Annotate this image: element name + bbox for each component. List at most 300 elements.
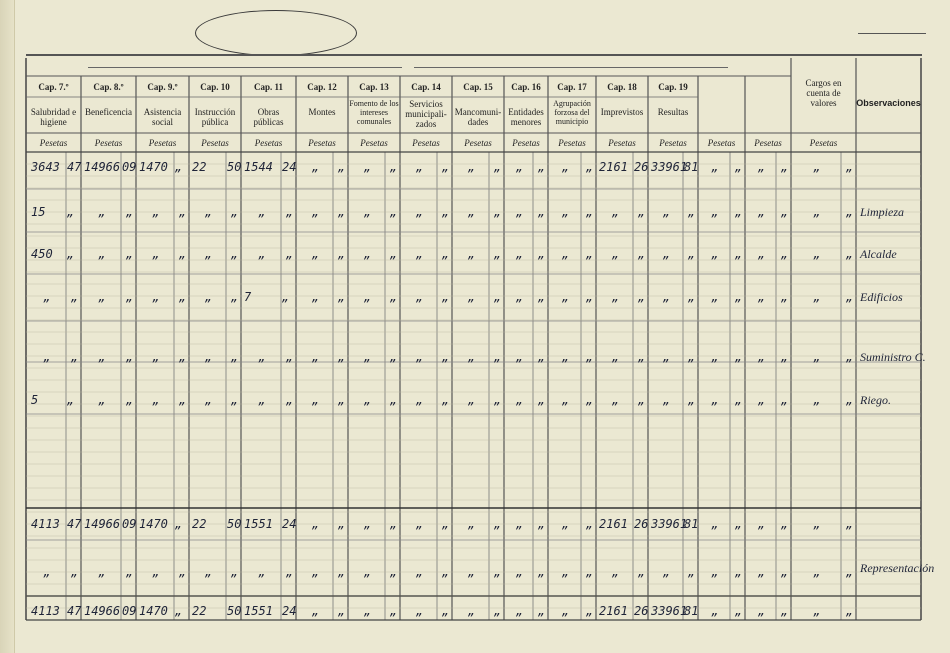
- ditto-mark: „: [688, 290, 696, 304]
- observacion-r3: Alcalde: [860, 247, 897, 261]
- ditto-mark: „: [638, 290, 646, 304]
- ditto-mark: „: [813, 160, 821, 174]
- ditto-mark: „: [813, 350, 821, 364]
- entry-t3-col3: 1470: [139, 604, 168, 618]
- column-title-11: Agrupación forzosa del municipio: [553, 99, 591, 126]
- ditto-mark: „: [338, 205, 346, 219]
- ditto-mark: „: [735, 393, 743, 407]
- column-unit-12: Pesetas: [608, 138, 636, 148]
- ditto-mark: „: [586, 517, 594, 531]
- ditto-mark: „: [663, 247, 671, 261]
- ditto-mark: „: [638, 393, 646, 407]
- ditto-mark: „: [179, 350, 187, 364]
- column-cap-13: Cap. 19: [658, 82, 688, 92]
- ditto-mark: „: [312, 604, 320, 618]
- ditto-mark: „: [390, 604, 398, 618]
- ditto-mark: „: [98, 205, 106, 219]
- ditto-mark: „: [612, 350, 620, 364]
- entry-cents-t3-col12: 26: [634, 604, 649, 618]
- entry-cents-r1-col5: 24: [282, 160, 297, 174]
- entry-cents-t1-col13: 81: [684, 517, 699, 531]
- observaciones-header: Observaciones: [856, 98, 921, 108]
- entry-cents-r1-col1: 47: [67, 160, 82, 174]
- ditto-mark: „: [390, 205, 398, 219]
- ditto-mark: „: [468, 160, 476, 174]
- ditto-mark: „: [813, 565, 821, 579]
- ditto-mark: „: [663, 205, 671, 219]
- ditto-mark: „: [126, 247, 134, 261]
- ditto-mark: „: [562, 160, 570, 174]
- ditto-mark: „: [286, 350, 294, 364]
- ditto-mark: „: [152, 565, 160, 579]
- column-cap-3: Cap. 9.º: [147, 82, 178, 92]
- observacion-r5: Suministro C.: [860, 350, 926, 364]
- ditto-mark: „: [846, 160, 854, 174]
- ditto-mark: „: [390, 290, 398, 304]
- ditto-mark: „: [586, 604, 594, 618]
- column-cap-2: Cap. 8.º: [93, 82, 124, 92]
- entry-cents-r1-col4: 50: [227, 160, 242, 174]
- ditto-mark: „: [98, 290, 106, 304]
- ditto-mark: „: [442, 160, 450, 174]
- ditto-mark: „: [338, 604, 346, 618]
- ditto-mark: „: [494, 565, 502, 579]
- ditto-mark: „: [416, 205, 424, 219]
- entry-cents-r1-col3: „: [175, 160, 183, 174]
- ditto-mark: „: [538, 565, 546, 579]
- column-cap-8: Cap. 14: [411, 82, 441, 92]
- ditto-mark: „: [538, 290, 546, 304]
- ditto-mark: „: [179, 290, 187, 304]
- entry-cents-t3-col5: 24: [282, 604, 297, 618]
- ditto-mark: „: [205, 205, 213, 219]
- ditto-mark: „: [98, 350, 106, 364]
- ditto-mark: „: [364, 205, 372, 219]
- ditto-mark: „: [758, 205, 766, 219]
- ditto-mark: „: [562, 393, 570, 407]
- column-unit-6: Pesetas: [308, 138, 336, 148]
- ditto-mark: „: [813, 517, 821, 531]
- column-cap-6: Cap. 12: [307, 82, 337, 92]
- ditto-mark: „: [813, 290, 821, 304]
- ditto-mark: „: [735, 350, 743, 364]
- column-unit-9: Pesetas: [464, 138, 492, 148]
- ditto-mark: „: [538, 393, 546, 407]
- ditto-mark: „: [562, 517, 570, 531]
- ditto-mark: „: [152, 247, 160, 261]
- ditto-mark: „: [152, 205, 160, 219]
- ditto-mark: „: [813, 247, 821, 261]
- column-unit-3: Pesetas: [148, 138, 177, 148]
- ditto-mark: „: [638, 247, 646, 261]
- ditto-mark: „: [126, 290, 134, 304]
- ditto-mark: „: [638, 350, 646, 364]
- ditto-mark: „: [538, 247, 546, 261]
- ditto-mark: „: [442, 290, 450, 304]
- ditto-mark: „: [468, 517, 476, 531]
- ditto-mark: „: [781, 393, 789, 407]
- entry-t1-col13: 33961: [651, 517, 688, 531]
- entry-cents-r4-col5: „: [282, 290, 290, 304]
- column-cap-11: Cap. 17: [557, 82, 587, 92]
- ditto-mark: „: [538, 517, 546, 531]
- ditto-mark: „: [586, 160, 594, 174]
- column-title-5: Obras públicas: [253, 107, 284, 127]
- ditto-mark: „: [813, 604, 821, 618]
- entry-cents-t3-col3: „: [175, 604, 183, 618]
- ditto-mark: „: [468, 350, 476, 364]
- entry-cents-t1-col1: 47: [67, 517, 82, 531]
- ditto-mark: „: [416, 290, 424, 304]
- column-title-13: Resultas: [657, 107, 689, 117]
- ditto-mark: „: [538, 604, 546, 618]
- ditto-mark: „: [338, 350, 346, 364]
- ditto-mark: „: [516, 604, 524, 618]
- ditto-mark: „: [562, 350, 570, 364]
- ditto-mark: „: [516, 393, 524, 407]
- ditto-mark: „: [258, 565, 266, 579]
- ditto-mark: „: [711, 160, 719, 174]
- ditto-mark: „: [468, 565, 476, 579]
- entry-cents-r3-col1: „: [67, 247, 75, 261]
- column-cap-1: Cap. 7.º: [38, 82, 69, 92]
- ditto-mark: „: [231, 290, 239, 304]
- ditto-mark: „: [126, 565, 134, 579]
- ditto-mark: „: [231, 565, 239, 579]
- column-title-4: Instrucción pública: [194, 107, 236, 127]
- ditto-mark: „: [758, 565, 766, 579]
- ditto-mark: „: [442, 350, 450, 364]
- ditto-mark: „: [711, 350, 719, 364]
- ditto-mark: „: [758, 290, 766, 304]
- ditto-mark: „: [390, 160, 398, 174]
- ditto-mark: „: [126, 393, 134, 407]
- entry-cents-r1-col13: 81: [684, 160, 699, 174]
- entry-cents-t3-col4: 50: [227, 604, 242, 618]
- ditto-mark: „: [494, 604, 502, 618]
- entry-cents-t1-col3: „: [175, 517, 183, 531]
- ditto-mark: „: [416, 393, 424, 407]
- entry-t1-col5: 1551: [244, 517, 273, 531]
- ditto-mark: „: [538, 160, 546, 174]
- column-unit-4: Pesetas: [201, 138, 229, 148]
- column-unit-13: Pesetas: [659, 138, 687, 148]
- ditto-mark: „: [205, 393, 213, 407]
- ditto-mark: „: [152, 393, 160, 407]
- ditto-mark: „: [516, 350, 524, 364]
- ditto-mark: „: [781, 517, 789, 531]
- ditto-mark: „: [562, 604, 570, 618]
- ditto-mark: „: [416, 565, 424, 579]
- ditto-mark: „: [562, 290, 570, 304]
- ditto-mark: „: [663, 290, 671, 304]
- ditto-mark: „: [231, 393, 239, 407]
- ditto-mark: „: [71, 565, 79, 579]
- column-title-3: Asistencia social: [143, 107, 182, 127]
- ditto-mark: „: [442, 604, 450, 618]
- ditto-mark: „: [781, 565, 789, 579]
- entry-cents-t1-col4: 50: [227, 517, 242, 531]
- ditto-mark: „: [688, 205, 696, 219]
- column-unit-15: Pesetas: [754, 138, 782, 148]
- ditto-mark: „: [179, 565, 187, 579]
- ditto-mark: „: [126, 350, 134, 364]
- entry-t3-col4: 22: [192, 604, 207, 618]
- ditto-mark: „: [364, 247, 372, 261]
- entry-r1-col4: 22: [192, 160, 207, 174]
- ditto-mark: „: [416, 517, 424, 531]
- ditto-mark: „: [416, 350, 424, 364]
- banner-text: [402, 61, 414, 72]
- ditto-mark: „: [612, 565, 620, 579]
- ditto-mark: „: [516, 517, 524, 531]
- ditto-mark: „: [586, 247, 594, 261]
- column-cap-5: Cap. 11: [253, 82, 283, 92]
- ditto-mark: „: [338, 517, 346, 531]
- ditto-mark: „: [586, 565, 594, 579]
- ditto-mark: „: [152, 290, 160, 304]
- entry-cents-t3-col2: 09: [122, 604, 137, 618]
- ditto-mark: „: [663, 565, 671, 579]
- ditto-mark: „: [338, 565, 346, 579]
- entry-r1-col5: 1544: [244, 160, 273, 174]
- ditto-mark: „: [846, 393, 854, 407]
- ditto-mark: „: [364, 565, 372, 579]
- ditto-mark: „: [711, 247, 719, 261]
- ditto-mark: „: [258, 247, 266, 261]
- ditto-mark: „: [364, 517, 372, 531]
- ditto-mark: „: [612, 393, 620, 407]
- ditto-mark: „: [152, 350, 160, 364]
- ditto-mark: „: [758, 604, 766, 618]
- ditto-mark: „: [468, 604, 476, 618]
- ditto-mark: „: [286, 393, 294, 407]
- entry-r1-col13: 33961: [651, 160, 688, 174]
- ditto-mark: „: [688, 565, 696, 579]
- ditto-mark: „: [390, 247, 398, 261]
- column-unit-11: Pesetas: [558, 138, 586, 148]
- ditto-mark: „: [846, 290, 854, 304]
- entry-r1-col3: 1470: [139, 160, 168, 174]
- entry-cents-r6-col1: „: [67, 393, 75, 407]
- ditto-mark: „: [312, 290, 320, 304]
- ditto-mark: „: [179, 393, 187, 407]
- ditto-mark: „: [846, 205, 854, 219]
- ditto-mark: „: [846, 565, 854, 579]
- ditto-mark: „: [43, 565, 51, 579]
- entry-r1-col12: 2161: [599, 160, 628, 174]
- ditto-mark: „: [688, 350, 696, 364]
- column-title-12: Imprevistos: [600, 107, 644, 117]
- column-title-10: Entidades menores: [508, 107, 544, 127]
- ditto-mark: „: [538, 350, 546, 364]
- ditto-mark: „: [468, 247, 476, 261]
- ditto-mark: „: [312, 160, 320, 174]
- ditto-mark: „: [258, 205, 266, 219]
- ditto-mark: „: [781, 160, 789, 174]
- entry-r6-col1: 5: [31, 393, 39, 407]
- column-unit-16: Pesetas: [809, 138, 838, 148]
- column-cap-10: Cap. 16: [511, 82, 541, 92]
- ditto-mark: „: [286, 565, 294, 579]
- entry-r2-col1: 15: [31, 205, 46, 219]
- ditto-mark: „: [468, 205, 476, 219]
- column-title-1: Salubridad e higiene: [30, 107, 77, 127]
- ditto-mark: „: [494, 290, 502, 304]
- ditto-mark: „: [126, 205, 134, 219]
- ditto-mark: „: [781, 350, 789, 364]
- ditto-mark: „: [390, 350, 398, 364]
- ditto-mark: „: [312, 393, 320, 407]
- column-unit-1: Pesetas: [39, 138, 68, 148]
- entry-cents-t3-col1: 47: [67, 604, 82, 618]
- entry-cents-t1-col12: 26: [634, 517, 649, 531]
- ditto-mark: „: [98, 393, 106, 407]
- ditto-mark: „: [286, 247, 294, 261]
- ditto-mark: „: [494, 350, 502, 364]
- entry-t1-col1: 4113: [31, 517, 60, 531]
- ditto-mark: „: [562, 205, 570, 219]
- entry-t3-col2: 14966: [84, 604, 121, 618]
- ditto-mark: „: [735, 205, 743, 219]
- ditto-mark: „: [364, 393, 372, 407]
- ditto-mark: „: [98, 247, 106, 261]
- ditto-mark: „: [612, 247, 620, 261]
- ditto-mark: „: [638, 565, 646, 579]
- entry-t1-col4: 22: [192, 517, 207, 531]
- ditto-mark: „: [338, 393, 346, 407]
- ditto-mark: „: [71, 350, 79, 364]
- ditto-mark: „: [312, 205, 320, 219]
- ditto-mark: „: [586, 393, 594, 407]
- entry-cents-t1-col5: 24: [282, 517, 297, 531]
- ditto-mark: „: [364, 604, 372, 618]
- column-cap-12: Cap. 18: [607, 82, 637, 92]
- entry-t3-col13: 33961: [651, 604, 688, 618]
- ditto-mark: „: [538, 205, 546, 219]
- ditto-mark: „: [442, 393, 450, 407]
- ditto-mark: „: [364, 160, 372, 174]
- ditto-mark: „: [205, 247, 213, 261]
- entry-cents-r1-col2: 09: [122, 160, 137, 174]
- ditto-mark: „: [338, 290, 346, 304]
- column-title-6: Montes: [308, 107, 336, 117]
- entry-r1-col2: 14966: [84, 160, 121, 174]
- ditto-mark: „: [258, 393, 266, 407]
- ditto-mark: „: [179, 205, 187, 219]
- observacion-r2: Limpieza: [860, 205, 905, 219]
- ditto-mark: „: [338, 247, 346, 261]
- ditto-mark: „: [711, 205, 719, 219]
- ditto-mark: „: [781, 290, 789, 304]
- entry-t3-col1: 4113: [31, 604, 60, 618]
- ditto-mark: „: [416, 247, 424, 261]
- entry-r3-col1: 450: [31, 247, 53, 261]
- column-title-8: Servicios municipali-zados: [405, 99, 447, 129]
- ditto-mark: „: [43, 350, 51, 364]
- observacion-t2: Representación: [860, 561, 935, 575]
- ditto-mark: „: [711, 565, 719, 579]
- ditto-mark: „: [312, 565, 320, 579]
- ditto-mark: „: [516, 205, 524, 219]
- ditto-mark: „: [586, 290, 594, 304]
- ditto-mark: „: [735, 517, 743, 531]
- ditto-mark: „: [758, 247, 766, 261]
- ditto-mark: „: [494, 393, 502, 407]
- ditto-mark: „: [813, 393, 821, 407]
- column-cap-4: Cap. 10: [200, 82, 230, 92]
- ditto-mark: „: [516, 290, 524, 304]
- ditto-mark: „: [711, 290, 719, 304]
- ditto-mark: „: [612, 290, 620, 304]
- observacion-r4: Edificios: [860, 290, 903, 304]
- ditto-mark: „: [390, 517, 398, 531]
- ditto-mark: „: [516, 247, 524, 261]
- ditto-mark: „: [468, 393, 476, 407]
- ditto-mark: „: [735, 160, 743, 174]
- column-title-7: Fomento de los intereses comunales: [349, 99, 399, 126]
- ditto-mark: „: [258, 350, 266, 364]
- ditto-mark: „: [562, 565, 570, 579]
- ditto-mark: „: [663, 350, 671, 364]
- ditto-mark: „: [43, 290, 51, 304]
- entry-t1-col2: 14966: [84, 517, 121, 531]
- ditto-mark: „: [442, 565, 450, 579]
- ditto-mark: „: [390, 565, 398, 579]
- entry-r1-col1: 3643: [31, 160, 60, 174]
- column-title-2: Beneficencia: [85, 107, 132, 117]
- ditto-mark: „: [416, 160, 424, 174]
- entry-t1-col3: 1470: [139, 517, 168, 531]
- ditto-mark: „: [711, 393, 719, 407]
- column-unit-5: Pesetas: [254, 138, 283, 148]
- ditto-mark: „: [364, 350, 372, 364]
- ditto-mark: „: [338, 160, 346, 174]
- ditto-mark: „: [638, 205, 646, 219]
- ditto-mark: „: [813, 205, 821, 219]
- ditto-mark: „: [390, 393, 398, 407]
- ditto-mark: „: [735, 290, 743, 304]
- ditto-mark: „: [98, 565, 106, 579]
- ditto-mark: „: [364, 290, 372, 304]
- ditto-mark: „: [711, 517, 719, 531]
- entry-t1-col12: 2161: [599, 517, 628, 531]
- column-unit-2: Pesetas: [94, 138, 123, 148]
- ditto-mark: „: [494, 205, 502, 219]
- column-unit-14: Pesetas: [707, 138, 736, 148]
- ditto-mark: „: [416, 604, 424, 618]
- column-unit-8: Pesetas: [412, 138, 440, 148]
- ditto-mark: „: [846, 247, 854, 261]
- ditto-mark: „: [781, 205, 789, 219]
- ditto-mark: „: [846, 350, 854, 364]
- column-unit-7: Pesetas: [360, 138, 388, 148]
- ditto-mark: „: [468, 290, 476, 304]
- ditto-mark: „: [781, 247, 789, 261]
- ditto-mark: „: [205, 565, 213, 579]
- ditto-mark: „: [688, 247, 696, 261]
- ditto-mark: „: [663, 393, 671, 407]
- ditto-mark: „: [231, 205, 239, 219]
- entry-t3-col5: 1551: [244, 604, 273, 618]
- ditto-mark: „: [205, 290, 213, 304]
- ditto-mark: „: [312, 350, 320, 364]
- ditto-mark: „: [442, 247, 450, 261]
- ditto-mark: „: [781, 604, 789, 618]
- column-cap-9: Cap. 15: [463, 82, 493, 92]
- ditto-mark: „: [711, 604, 719, 618]
- ditto-mark: „: [231, 350, 239, 364]
